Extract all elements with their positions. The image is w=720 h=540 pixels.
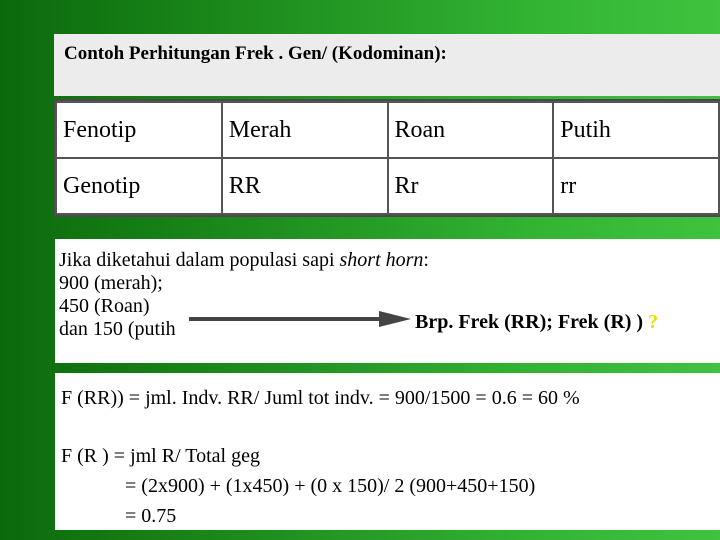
frequency-table [55, 101, 720, 215]
calc-line-1: F (RR)) = jml. Indv. RR/ Juml tot indv. = 900/1500 = 0.6 = 60 % [61, 387, 580, 409]
info-line-1-suffix: : [423, 249, 429, 271]
info-box [55, 239, 720, 363]
calc-line-4: = 0.75 [125, 505, 177, 527]
table-cell: Putih [553, 102, 719, 158]
slide-title-box [54, 34, 720, 96]
info-line-1-prefix: Jika diketahui dalam populasi sapi [59, 249, 340, 271]
table-row [56, 102, 719, 158]
table-cell: Fenotip [56, 102, 222, 158]
question-mark: ? [648, 311, 659, 333]
info-line-1-italic: short horn [339, 249, 424, 271]
calculation-box [55, 373, 720, 530]
question-label: Brp. Frek (RR); Frek (R) ) [415, 311, 649, 333]
table-cell: Merah [222, 102, 388, 158]
table-cell: RR [222, 158, 388, 214]
table-cell: Roan [388, 102, 554, 158]
table-cell: rr [553, 158, 719, 214]
calc-line-2: F (R ) = jml R/ Total geg [61, 445, 260, 467]
table-row [56, 158, 719, 214]
table-cell: Rr [388, 158, 554, 214]
info-line-4: dan 150 (putih [59, 318, 176, 340]
calc-line-3: = (2x900) + (1x450) + (0 x 150)/ 2 (900+450+150) [125, 475, 536, 497]
calc-gap [61, 413, 716, 441]
right-arrow-icon [189, 311, 411, 327]
table-cell: Genotip [56, 158, 222, 214]
question-text [415, 311, 658, 334]
slide-title: Contoh Perhitungan Frek . Gen/ (Kodominan): [64, 43, 447, 64]
info-line-1 [59, 249, 716, 272]
info-line-2: 900 (merah); [59, 272, 163, 294]
info-line-3: 450 (Roan) [59, 295, 150, 317]
